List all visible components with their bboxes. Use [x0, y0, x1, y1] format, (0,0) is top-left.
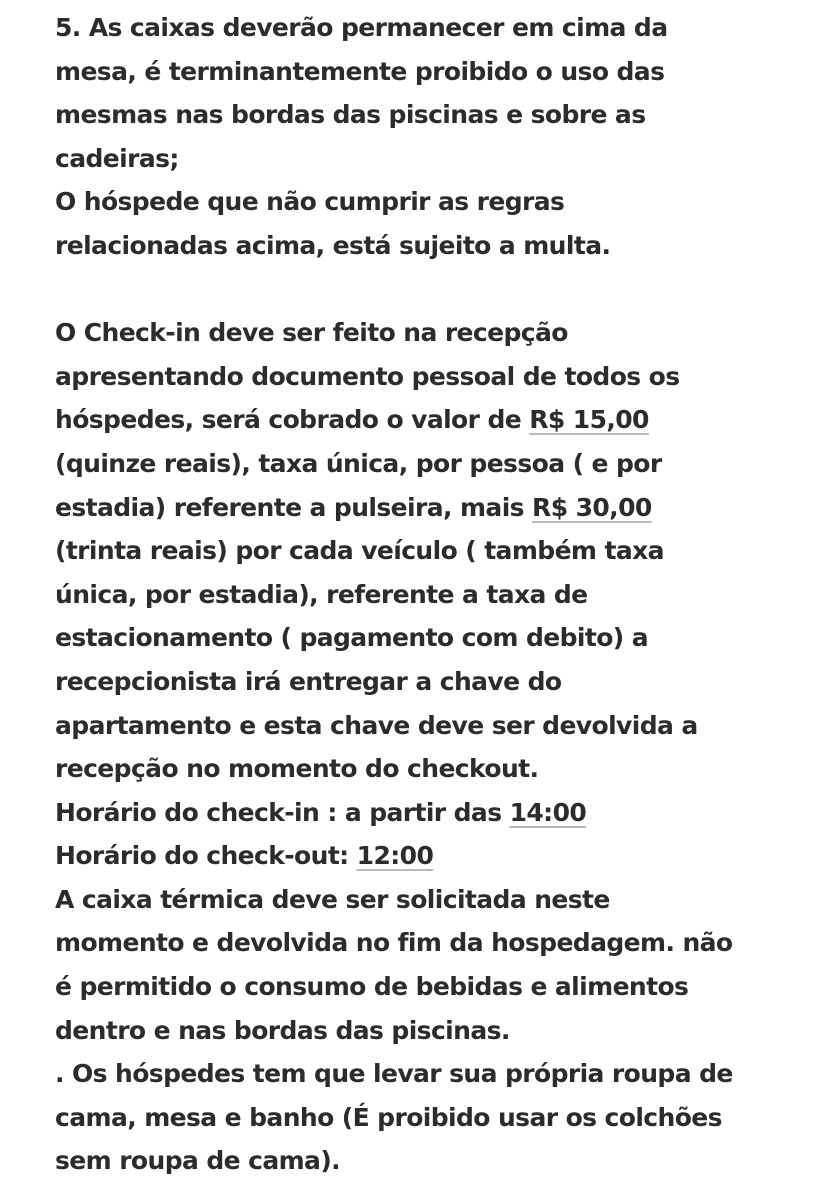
checkin-time-link[interactable]: 14:00 — [509, 797, 587, 827]
text-line: cama, mesa e banho (É proibido usar os colchões — [55, 1102, 722, 1132]
text-fragment: estadia) referente a pulseira, mais — [55, 492, 533, 522]
text-line: mesa, é terminantemente proibido o uso das — [55, 56, 665, 86]
linens-paragraph — [55, 1052, 815, 1183]
checkout-hours-line — [55, 834, 815, 878]
text-line: recepcionista irá entregar a chave do — [55, 666, 562, 696]
penalty-paragraph — [55, 180, 815, 267]
checkout-time-link[interactable]: 12:00 — [356, 841, 434, 871]
text-line: (quinze reais), taxa única, por pessoa ( e por — [55, 448, 662, 478]
text-line: . Os hóspedes tem que levar sua própria roupa de — [55, 1059, 733, 1089]
text-line: recepção no momento do checkout. — [55, 754, 539, 784]
text-line: momento e devolvida no fim da hospedagem. não — [55, 928, 733, 958]
rules-document — [55, 6, 815, 1183]
text-line: mesmas nas bordas das piscinas e sobre as — [55, 100, 646, 130]
text-line: estacionamento ( pagamento com debito) a — [55, 623, 649, 653]
text-line: é permitido o consumo de bebidas e alimentos — [55, 972, 689, 1002]
checkin-hours-line — [55, 791, 815, 835]
text-line: única, por estadia), referente a taxa de — [55, 579, 588, 609]
text-line — [55, 486, 815, 530]
parking-fee-link[interactable]: R$ 30,00 — [532, 492, 652, 522]
cooler-paragraph — [55, 878, 815, 1052]
text-line: relacionadas acima, está sujeito a multa. — [55, 230, 611, 260]
text-line: cadeiras; — [55, 143, 179, 173]
text-line: dentro e nas bordas das piscinas. — [55, 1015, 510, 1045]
paragraph-spacer — [55, 268, 815, 312]
checkout-hours-label: Horário do check-out: — [55, 841, 357, 871]
checkin-paragraph — [55, 311, 815, 791]
text-line: 5. As caixas deverão permanecer em cima da — [55, 13, 668, 42]
text-line: O Check-in deve ser feito na recepção — [55, 318, 568, 348]
text-line: apresentando documento pessoal de todos os — [55, 361, 680, 391]
text-line — [55, 398, 815, 442]
text-line: (trinta reais) por cada veículo ( também taxa — [55, 536, 664, 566]
text-line: apartamento e esta chave deve ser devolvida a — [55, 710, 698, 740]
hours-block — [55, 791, 815, 878]
text-line: sem roupa de cama). — [55, 1146, 341, 1176]
text-fragment: hóspedes, será cobrado o valor de — [55, 405, 530, 435]
rule-5-paragraph — [55, 6, 815, 180]
wristband-fee-link[interactable]: R$ 15,00 — [529, 405, 649, 435]
text-line: O hóspede que não cumprir as regras — [55, 187, 565, 217]
checkin-hours-label: Horário do check-in : a partir das — [55, 797, 510, 827]
text-line: A caixa térmica deve ser solicitada neste — [55, 884, 610, 914]
